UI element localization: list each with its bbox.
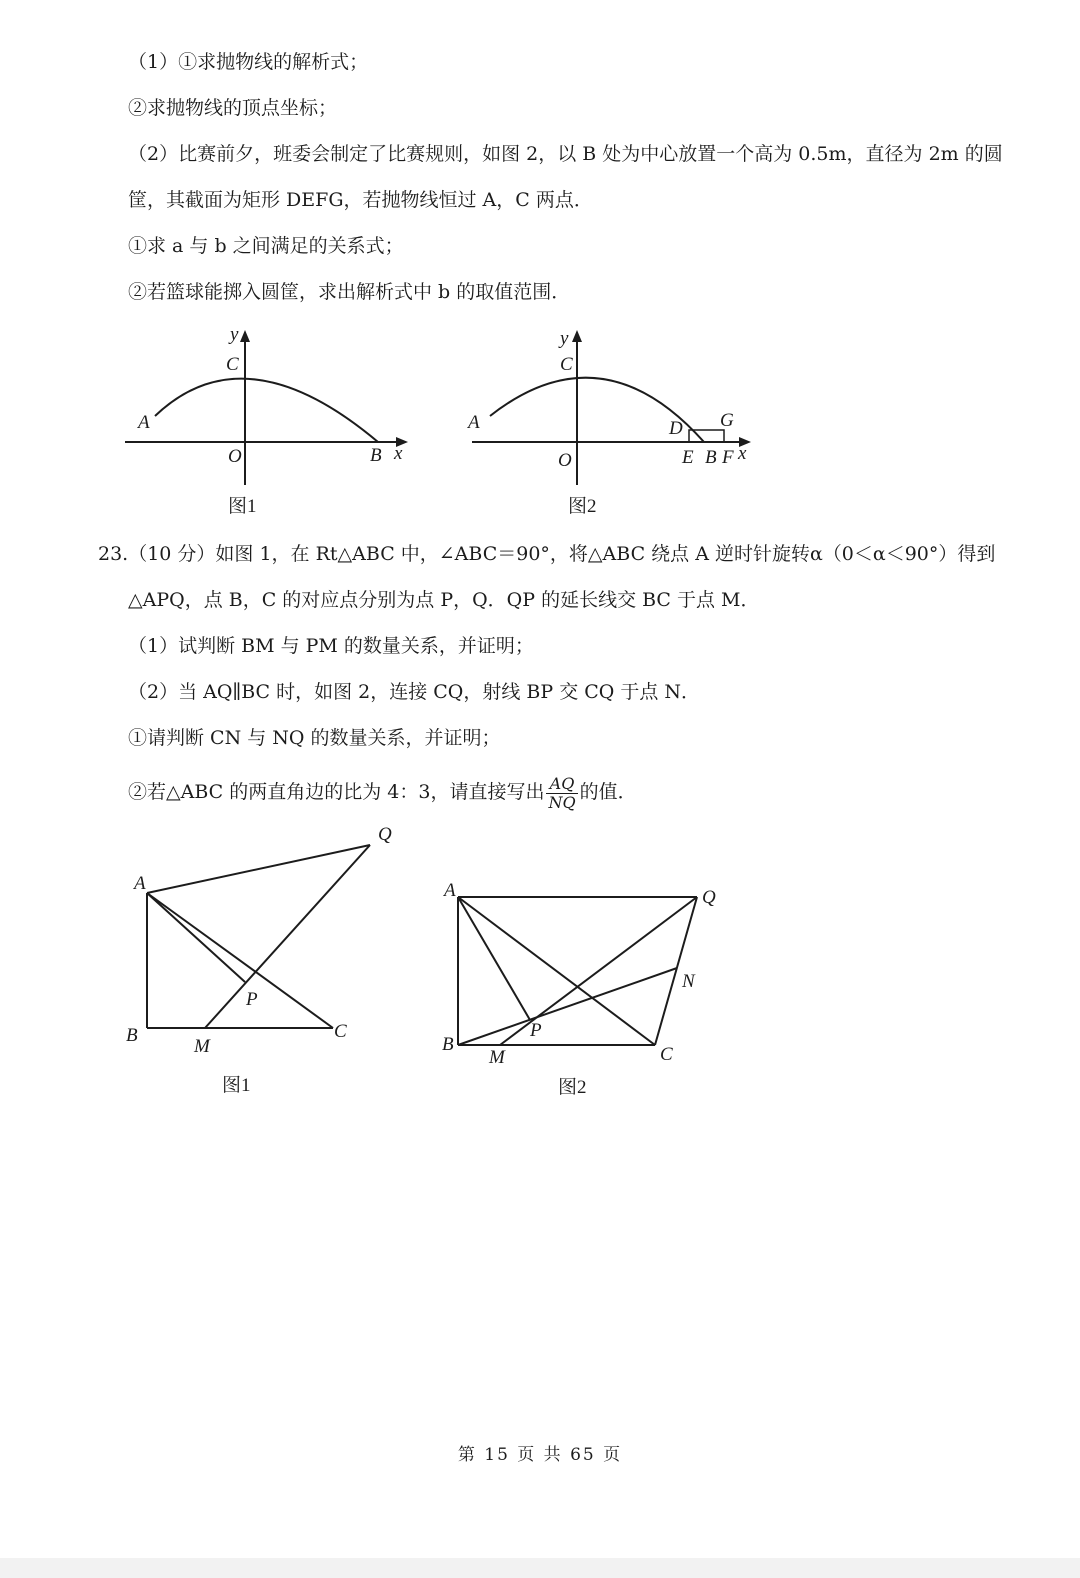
p23-q2-2-suffix: 的值． xyxy=(579,781,637,803)
segment-ac xyxy=(147,893,333,1028)
bottom-bar xyxy=(0,1558,1080,1578)
caption: 图1 xyxy=(222,1075,251,1096)
fraction-denominator: NQ xyxy=(548,792,576,812)
label-m: M xyxy=(489,1047,505,1068)
label-c: C xyxy=(560,354,573,375)
p22-figure-2 xyxy=(462,320,762,530)
label-c: C xyxy=(334,1021,347,1042)
label-e: E xyxy=(682,447,694,468)
label-b: B xyxy=(126,1025,138,1046)
label-d: D xyxy=(669,418,683,439)
y-axis-arrow xyxy=(240,330,250,342)
label-a: A xyxy=(468,412,480,433)
p22-q2-line2: 筐，其截面为矩形 DEFG，若抛物线恒过 A，C 两点． xyxy=(128,189,593,211)
label-q: Q xyxy=(378,824,392,845)
p22-q2-2: ②若篮球能掷入圆筐，求出解析式中 b 的取值范围． xyxy=(128,281,571,303)
caption: 图2 xyxy=(558,1077,587,1098)
p23-q2-2-prefix: ②若△ABC 的两直角边的比为 4：3，请直接写出 xyxy=(128,781,545,803)
label-o: O xyxy=(228,446,242,467)
label-a: A xyxy=(138,412,150,433)
label-x: x xyxy=(738,443,747,464)
label-a: A xyxy=(444,880,456,901)
label-p: P xyxy=(530,1020,542,1041)
label-q: Q xyxy=(702,887,716,908)
label-m: M xyxy=(194,1036,210,1057)
fraction-aq-over-nq xyxy=(546,775,577,812)
p23-line2: △APQ，点 B，C 的对应点分别为点 P，Q．QP 的延长线交 BC 于点 M． xyxy=(128,589,760,611)
p22-figure-1 xyxy=(120,320,420,530)
label-x: x xyxy=(394,443,403,464)
segment-ap xyxy=(458,897,530,1020)
p23-q2-1: ①请判断 CN 与 NQ 的数量关系，并证明； xyxy=(128,727,501,749)
segment-ac xyxy=(458,897,655,1045)
caption: 图1 xyxy=(228,496,257,517)
segment-aq xyxy=(147,845,370,893)
label-g: G xyxy=(720,410,734,431)
p23-q1: （1）试判断 BM 与 PM 的数量关系，并证明； xyxy=(128,635,534,657)
label-a: A xyxy=(134,873,146,894)
segment-ap xyxy=(147,893,245,982)
p23-line1: 23.（10 分）如图 1，在 Rt△ABC 中，∠ABC＝90°，将△ABC 绕点 A 逆时针旋转α（0＜α＜90°）得到 xyxy=(98,543,996,565)
p22-q1-2: ②求抛物线的顶点坐标； xyxy=(128,97,338,119)
p22-q2-line1: （2）比赛前夕，班委会制定了比赛规则，如图 2，以 B 处为中心放置一个高为 0.5m，直径为 2m 的圆 xyxy=(128,143,1003,165)
segment-mq xyxy=(205,845,370,1028)
label-b: B xyxy=(442,1034,454,1055)
p22-q2-1: ①求 a 与 b 之间满足的关系式； xyxy=(128,235,404,257)
p23-q2-2 xyxy=(128,772,637,812)
label-c: C xyxy=(660,1044,673,1065)
label-y: y xyxy=(230,324,239,345)
parabola xyxy=(155,379,378,442)
label-c: C xyxy=(226,354,239,375)
fraction-numerator: AQ xyxy=(546,775,577,794)
page-footer: 第 15 页 共 65 页 xyxy=(457,1445,623,1465)
y-axis-arrow xyxy=(572,330,582,342)
p22-q1-1: （1）①求抛物线的解析式； xyxy=(128,51,369,73)
label-y: y xyxy=(560,328,569,349)
caption: 图2 xyxy=(568,496,597,517)
label-f: F xyxy=(722,447,734,468)
label-b: B xyxy=(705,447,717,468)
label-n: N xyxy=(682,971,695,992)
label-b: B xyxy=(370,445,382,466)
label-o: O xyxy=(558,450,572,471)
label-p: P xyxy=(246,989,258,1010)
p23-figure-1 xyxy=(120,815,420,1105)
p23-figure-2 xyxy=(440,875,740,1105)
p23-q2: （2）当 AQ∥BC 时，如图 2，连接 CQ，射线 BP 交 CQ 于点 N． xyxy=(128,681,701,703)
